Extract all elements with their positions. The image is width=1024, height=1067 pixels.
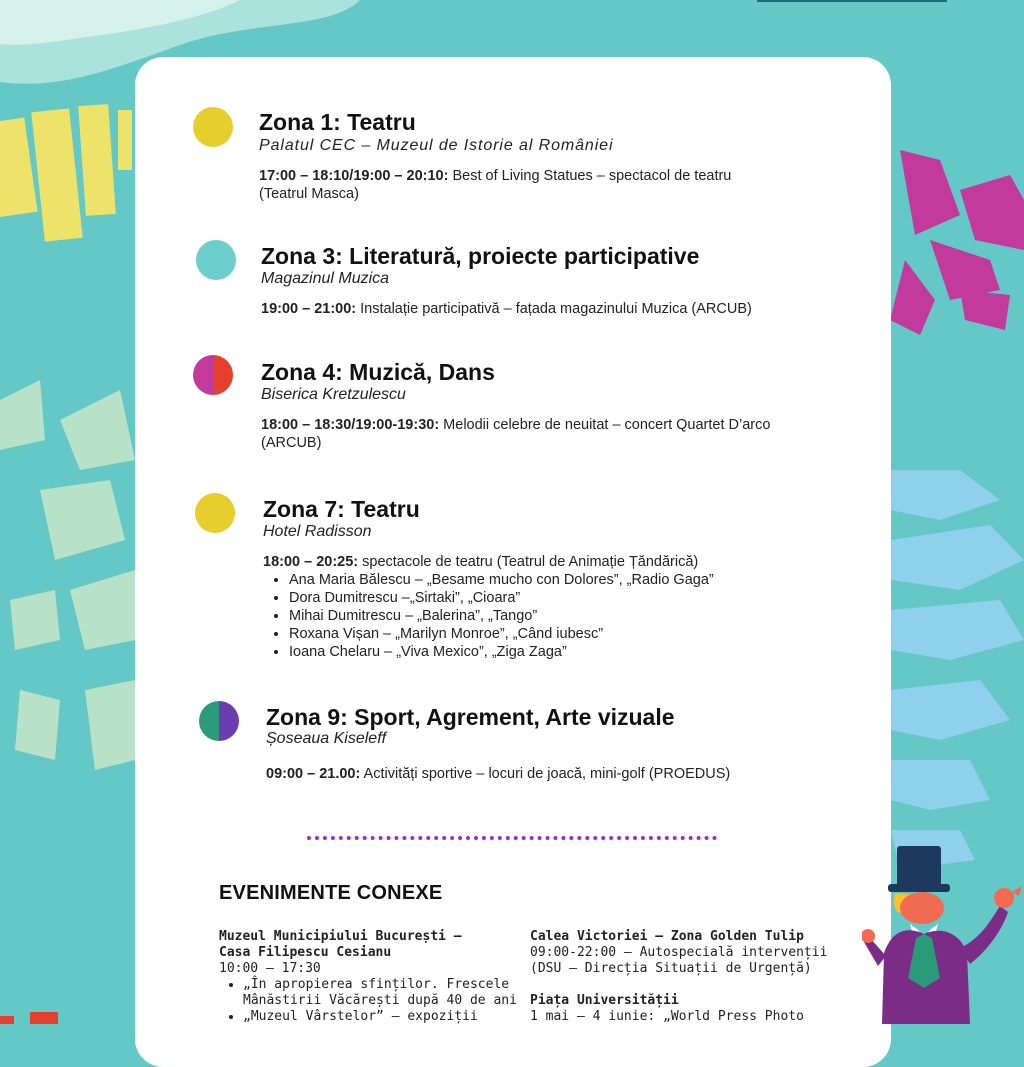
event-detail: 09:00-22:00 – Autospecială intervenții <box>530 945 828 960</box>
zone-schedule <box>266 765 730 783</box>
schedule-text: Instalație participativă – fațada magazinului Muzica (ARCUB) <box>356 301 752 317</box>
event-detail: (DSU – Direcția Situații de Urgență) <box>530 961 812 976</box>
schedule-time: 19:00 – 21:00: <box>261 301 357 317</box>
schedule-time: 18:00 – 20:25: <box>263 554 359 570</box>
list-item: • Ioana Chelaru – „Viva Mexico”, „Ziga Zaga” <box>289 643 714 661</box>
yellow-dot-icon <box>195 493 235 533</box>
schedule-text-2: (Teatrul Masca) <box>259 186 359 202</box>
green-shapes <box>0 380 135 770</box>
yellow-dot-icon <box>193 107 233 147</box>
event-heading: Piața Universității <box>530 993 679 1008</box>
section-title: EVENIMENTE CONEXE <box>219 882 443 904</box>
list-item: • Dora Dumitrescu –„Sirtaki”, „Cioara” <box>289 589 714 607</box>
event-detail: 1 mai – 4 iunie: „World Press Photo <box>530 1009 804 1024</box>
list-item: • „Muzeul Vârstelor” – expoziții <box>243 1009 517 1025</box>
zone-venue: Biserica Kretzulescu <box>261 386 406 403</box>
teal-dot-icon <box>196 240 236 280</box>
zone-title: Zona 9: Sport, Agrement, Arte vizuale <box>266 704 675 730</box>
conexe-left-column <box>219 929 517 1025</box>
zone-title: Zona 4: Muzică, Dans <box>261 359 495 385</box>
schedule-text-2: (ARCUB) <box>261 435 322 451</box>
zone-schedule <box>259 167 731 203</box>
schedule-time: 09:00 – 21.00: <box>266 766 361 782</box>
blue-shapes <box>890 470 1024 870</box>
magenta-red-dot-icon <box>193 355 233 395</box>
list-item: • Roxana Vișan – „Marilyn Monroe”, „Când iubesc” <box>289 625 714 643</box>
zone-title: Zona 1: Teatru <box>259 109 416 135</box>
zone-title: Zona 3: Literatură, proiecte participative <box>261 243 700 269</box>
schedule-text: Best of Living Statues – spectacol de teatru <box>448 168 732 184</box>
yellow-stripes <box>0 104 132 242</box>
zone-venue: Șoseaua Kiseleff <box>266 730 387 747</box>
zone-venue: Palatul CEC – Muzeul de Istorie al României <box>259 137 614 154</box>
mascot-illustration <box>862 838 1024 1024</box>
zone-venue: Hotel Radisson <box>263 523 372 540</box>
top-bar <box>757 0 947 2</box>
zone-title: Zona 7: Teatru <box>263 496 420 522</box>
list-item: • Ana Maria Bălescu – „Besame mucho con Dolores”, „Radio Gaga” <box>289 571 714 589</box>
schedule-text: Melodii celebre de neuitat – concert Quartet D’arco <box>439 417 771 433</box>
magenta-shapes <box>890 150 1024 335</box>
list-item: • „În apropierea sfinților. Frescele Mânăstirii Văcărești după 40 de ani <box>243 977 517 1009</box>
event-heading: Muzeul Municipiului București – <box>219 929 462 944</box>
schedule-text: Activități sportive – locuri de joacă, mini-golf (PROEDUS) <box>360 766 731 782</box>
schedule-time: 17:00 – 18:10/19:00 – 20:10: <box>259 168 449 184</box>
schedule-time: 18:00 – 18:30/19:00-19:30: <box>261 417 440 433</box>
performer-list <box>263 571 714 661</box>
zone-schedule <box>263 553 714 661</box>
green-purple-dot-icon <box>199 701 239 741</box>
event-time: 10:00 – 17:30 <box>219 961 321 976</box>
event-heading: Calea Victoriei – Zona Golden Tulip <box>530 929 804 944</box>
schedule-text: spectacole de teatru (Teatrul de Animație Țăndărică) <box>358 554 699 570</box>
list-item: • Mihai Dumitrescu – „Balerina”, „Tango” <box>289 607 714 625</box>
zone-schedule <box>261 416 770 452</box>
dotted-divider <box>307 836 717 840</box>
conexe-right-column <box>530 929 827 1025</box>
event-heading: Casa Filipescu Cesianu <box>219 945 392 960</box>
zone-venue: Magazinul Muzica <box>261 270 390 287</box>
zone-schedule <box>261 300 752 318</box>
